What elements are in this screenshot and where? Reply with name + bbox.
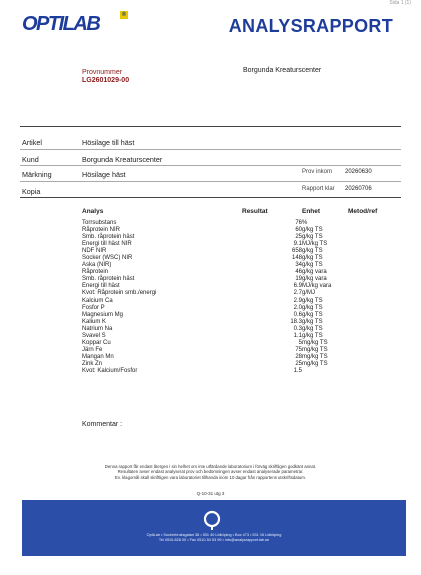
analys-name: Magnesium Mg <box>82 311 124 318</box>
table-row <box>82 326 402 333</box>
analys-unit: g/kg TS <box>302 318 323 325</box>
analys-result: 658 <box>291 248 302 255</box>
table-row <box>82 298 402 305</box>
analys-name: Råprotein <box>82 269 109 276</box>
rapport-klar-label: Rapport klar <box>302 186 335 192</box>
disclaimer-line-1: Denna rapport får endast återges i sin helhet om inte utfärdande laboratorium i förväg skriftligen godkänt annat. <box>104 464 317 469</box>
analys-unit: mg/kg TS <box>302 346 328 353</box>
form-code: Q-10-31 utg 3 <box>196 491 225 496</box>
table-row <box>82 354 402 361</box>
analys-name: Socker (WSC) NIR <box>82 255 133 262</box>
analys-result: 6.9 <box>293 283 302 290</box>
analys-result: 60 <box>295 227 302 234</box>
analys-unit: MJ/kg vara <box>302 283 332 290</box>
analys-result: 9.1 <box>293 241 302 248</box>
comment-label: Kommentar : <box>82 421 123 428</box>
analys-name: Energi till häst NIR <box>82 241 132 248</box>
analys-unit: g/kg vara <box>302 276 327 283</box>
analys-name: Smb. råprotein häst <box>82 234 135 241</box>
analys-unit: g/kg TS <box>302 234 323 241</box>
kund-label: Kund <box>22 155 39 164</box>
table-row <box>82 241 402 248</box>
page-number: Sida 1 (1) <box>389 0 411 6</box>
analys-name: Svavel S <box>82 332 106 339</box>
analys-name: Natrium Na <box>82 325 113 332</box>
table-row <box>82 368 402 375</box>
divider-markning <box>20 181 401 182</box>
analys-name: Koppar Cu <box>82 339 111 346</box>
analys-name: Energi till häst <box>82 283 120 290</box>
analys-result: 148 <box>291 255 302 262</box>
header-metod: Metod/ref <box>348 208 378 215</box>
analys-result: 18.3 <box>290 318 302 325</box>
analys-result: 2.0 <box>293 304 302 311</box>
analys-name: Kalium K <box>82 318 107 325</box>
footer-bar <box>22 500 406 556</box>
analys-result: 5 <box>298 339 302 346</box>
table-row <box>82 248 402 255</box>
analys-name: Råprotein NIR <box>82 227 121 234</box>
analys-name: Smb. råprotein häst <box>82 276 135 283</box>
analys-unit: mg/kg TS <box>302 353 328 360</box>
table-row <box>82 305 402 312</box>
analys-name: Aska (NIR) <box>82 262 112 269</box>
table-row <box>82 262 402 269</box>
analys-unit: g/kg TS <box>302 311 323 318</box>
table-row <box>82 234 402 241</box>
table-row <box>82 347 402 354</box>
analys-result: 2.9 <box>293 297 302 304</box>
analys-name: Kvot: Råprotein smb./energi <box>82 290 157 297</box>
kund-value: Borgunda Kreaturscenter <box>82 155 163 164</box>
analys-name: Torrsubstans <box>82 220 117 226</box>
table-row <box>82 361 402 368</box>
analys-result: 28 <box>295 353 302 360</box>
analys-unit: MJ/kg TS <box>302 241 328 248</box>
analys-result: 1.5 <box>293 367 302 374</box>
analys-result: 25 <box>295 234 302 241</box>
analys-unit: g/kg TS <box>302 332 323 339</box>
table-row <box>82 220 402 227</box>
footer-contact-line: Tel 0510-828 00 • Fax 0510-54 53 99 • info@analysrapport.lab.se <box>158 538 270 542</box>
analys-unit: g/kg vara <box>302 269 327 276</box>
analys-unit: g/kg TS <box>302 325 323 332</box>
analys-name: Mangan Mn <box>82 353 114 360</box>
analys-result: 76 <box>295 220 302 226</box>
optilab-drop-icon <box>203 510 221 530</box>
results-table <box>82 220 402 375</box>
analys-name: Järn Fe <box>82 346 103 353</box>
footer-address-line: OptiLab • Sockerbruksgatan 38 • 531 40 Lidköping • Box 473 • 531 16 Lidköping <box>146 533 282 537</box>
table-row <box>82 340 402 347</box>
sample-number-value: LG2601029-00 <box>82 77 130 84</box>
footer-address <box>22 533 406 543</box>
disclaimer-line-3: Ev. klagomål skall skriftligen vara laboratoriet tillhanda inom 10 dagar från rapportens utskriftsdatum. <box>115 474 306 480</box>
header-resultat: Resultat <box>242 208 268 215</box>
divider-kund <box>20 165 401 166</box>
analys-name: Kalcium Ca <box>82 297 113 304</box>
table-row <box>82 276 402 283</box>
divider-kopia <box>20 197 401 198</box>
analys-unit: % <box>302 220 308 226</box>
client-name: Borgunda Kreaturscenter <box>243 67 322 74</box>
logo-badge-icon: ® <box>121 12 127 18</box>
analys-result: 19 <box>295 276 302 283</box>
analys-result: 25 <box>295 360 302 367</box>
disclaimer <box>0 464 421 480</box>
prov-inkom-label: Prov inkom <box>302 169 333 175</box>
analys-unit: mg/kg TS <box>302 360 328 367</box>
analys-result: 75 <box>295 346 302 353</box>
optilab-logo: OPTILAB <box>22 13 100 35</box>
analys-unit: g/MJ <box>302 290 316 297</box>
analys-unit: mg/kg TS <box>302 339 328 346</box>
divider-artikel <box>20 149 401 150</box>
markning-label: Märkning <box>22 170 52 179</box>
artikel-value: Hösilage till häst <box>82 138 135 147</box>
analys-result: 0.6 <box>293 311 302 318</box>
analys-result: 1.1 <box>293 332 302 339</box>
report-title: ANALYSRAPPORT <box>228 16 393 36</box>
table-row <box>82 333 402 340</box>
analys-result: 46 <box>295 269 302 276</box>
analys-name: Zink Zn <box>82 360 103 367</box>
analys-unit: g/kg TS <box>302 297 323 304</box>
analys-unit: g/kg TS <box>302 248 323 255</box>
header-analys: Analys <box>82 208 104 215</box>
analys-result: 34 <box>295 262 302 269</box>
analys-unit: g/kg TS <box>302 262 323 269</box>
prov-inkom-value: 20260630 <box>345 169 372 175</box>
artikel-label: Artikel <box>22 138 42 147</box>
analys-name: Kvot: Kalcium/Fosfor <box>82 367 138 374</box>
analys-unit: g/kg TS <box>302 255 323 262</box>
analys-result: 2.7 <box>293 290 302 297</box>
table-row <box>82 255 402 262</box>
table-row <box>82 319 402 326</box>
rapport-klar-value: 20260706 <box>345 186 372 192</box>
kopia-label: Kopia <box>22 187 41 196</box>
disclaimer-line-2: Resultaten avser endast analyserat prov och bedömningen avser endast analyserade parametrar. <box>117 469 304 475</box>
table-row <box>82 312 402 319</box>
analys-unit: g/kg TS <box>302 304 323 311</box>
analys-result: 0.3 <box>293 325 302 332</box>
header-enhet: Enhet <box>302 208 321 215</box>
markning-value: Hösilage häst <box>82 170 126 179</box>
analys-name: Fosfor P <box>82 304 105 311</box>
analys-unit: g/kg TS <box>302 227 323 234</box>
analys-name: NDF NIR <box>82 248 107 255</box>
table-row <box>82 290 402 297</box>
sample-number-label: Provnummer <box>82 69 123 76</box>
divider-top <box>20 126 401 127</box>
